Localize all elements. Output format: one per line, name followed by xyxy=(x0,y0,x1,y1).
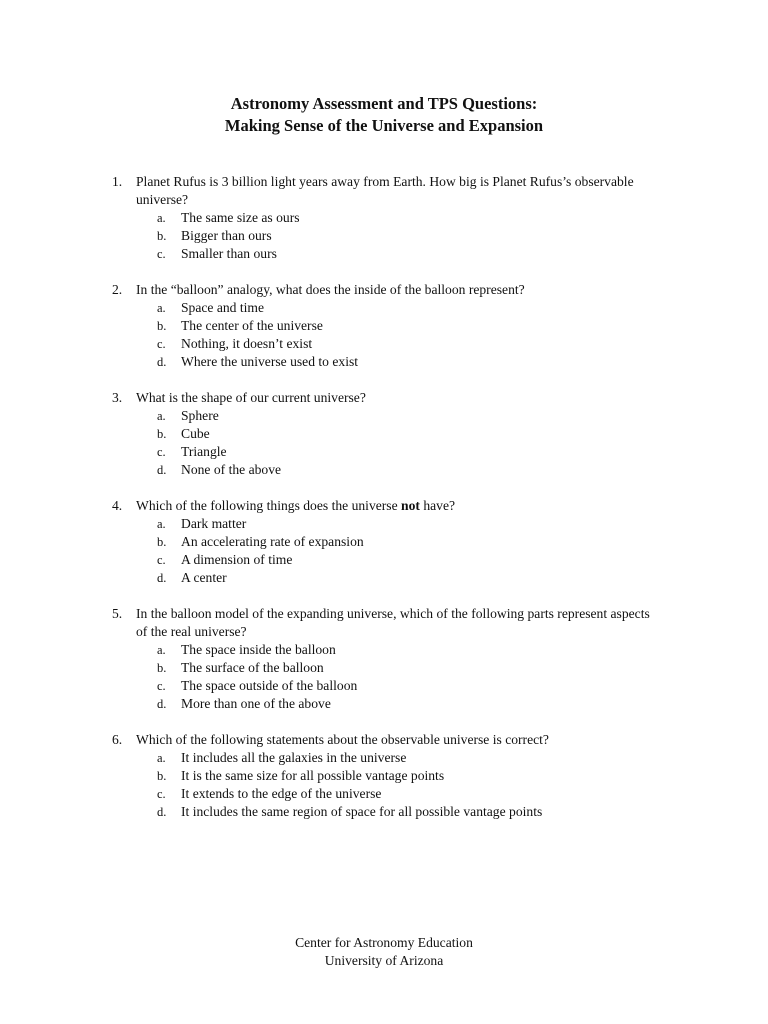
option-c xyxy=(0,443,768,461)
option-text: The same size as ours xyxy=(181,210,300,225)
question-text: Planet Rufus is 3 billion light years away from Earth. How big is Planet Rufus’s observable universe? xyxy=(136,174,634,207)
title-line-2: Making Sense of the Universe and Expansion xyxy=(224,116,544,135)
option-a xyxy=(0,749,768,767)
option-list xyxy=(0,515,768,587)
option-b xyxy=(0,533,768,551)
option-text: Cube xyxy=(181,426,210,441)
footer-line-2: University of Arizona xyxy=(324,953,444,968)
option-text: It includes all the galaxies in the universe xyxy=(181,750,407,765)
question-number: 4. xyxy=(112,498,123,513)
question-number: 5. xyxy=(112,606,123,621)
question-text: Which of the following statements about the observable universe is correct? xyxy=(136,732,549,747)
question-number: 3. xyxy=(112,390,123,405)
option-c xyxy=(0,245,768,263)
option-text: It includes the same region of space for all possible vantage points xyxy=(181,804,543,819)
document-footer xyxy=(0,934,768,970)
option-a xyxy=(0,407,768,425)
option-letter: d. xyxy=(157,571,167,585)
option-letter: c. xyxy=(157,679,166,693)
option-b xyxy=(0,425,768,443)
option-text: Dark matter xyxy=(181,516,247,531)
question-text: In the balloon model of the expanding universe, which of the following parts represent aspects of the real universe? xyxy=(136,606,650,639)
question-number: 1. xyxy=(112,174,123,189)
option-c xyxy=(0,677,768,695)
option-letter: b. xyxy=(157,535,167,549)
option-text: Sphere xyxy=(181,408,219,423)
option-d xyxy=(0,353,768,371)
option-text: Smaller than ours xyxy=(181,246,277,261)
option-b xyxy=(0,659,768,677)
title-line-1: Astronomy Assessment and TPS Questions: xyxy=(230,94,538,113)
option-list xyxy=(0,209,768,263)
option-letter: c. xyxy=(157,247,166,261)
option-text: The space inside the balloon xyxy=(181,642,336,657)
option-text: More than one of the above xyxy=(181,696,331,711)
option-letter: a. xyxy=(157,751,166,765)
question-text-after: have? xyxy=(419,498,456,513)
question-5 xyxy=(0,605,768,713)
question-text-emphasis: not xyxy=(401,498,420,513)
question-6 xyxy=(0,731,768,821)
option-text: Triangle xyxy=(181,444,227,459)
option-list xyxy=(0,749,768,821)
option-text: It extends to the edge of the universe xyxy=(181,786,382,801)
option-letter: b. xyxy=(157,427,167,441)
document-title xyxy=(0,93,768,137)
question-2 xyxy=(0,281,768,371)
option-text: The surface of the balloon xyxy=(181,660,324,675)
option-letter: b. xyxy=(157,769,167,783)
option-letter: c. xyxy=(157,337,166,351)
option-text: A center xyxy=(181,570,227,585)
option-text: Space and time xyxy=(181,300,265,315)
footer-line-1: Center for Astronomy Education xyxy=(295,935,473,950)
option-text: None of the above xyxy=(181,462,282,477)
option-letter: a. xyxy=(157,643,166,657)
option-c xyxy=(0,785,768,803)
option-list xyxy=(0,299,768,371)
option-letter: b. xyxy=(157,229,167,243)
option-d xyxy=(0,803,768,821)
option-text: The space outside of the balloon xyxy=(181,678,358,693)
option-letter: c. xyxy=(157,445,166,459)
question-list xyxy=(0,173,768,839)
question-3 xyxy=(0,389,768,479)
question-number: 2. xyxy=(112,282,123,297)
option-a xyxy=(0,515,768,533)
question-text-before: Which of the following things does the universe xyxy=(136,498,402,513)
option-text: An accelerating rate of expansion xyxy=(181,534,364,549)
option-a xyxy=(0,209,768,227)
option-a xyxy=(0,299,768,317)
option-c xyxy=(0,551,768,569)
question-1 xyxy=(0,173,768,263)
option-letter: b. xyxy=(157,319,167,333)
question-4 xyxy=(0,497,768,587)
option-letter: a. xyxy=(157,517,166,531)
option-text: Nothing, it doesn’t exist xyxy=(181,336,313,351)
option-letter: c. xyxy=(157,787,166,801)
option-a xyxy=(0,641,768,659)
option-text: Where the universe used to exist xyxy=(181,354,359,369)
option-letter: a. xyxy=(157,211,166,225)
option-d xyxy=(0,461,768,479)
option-b xyxy=(0,317,768,335)
option-letter: d. xyxy=(157,355,167,369)
option-d xyxy=(0,695,768,713)
question-text xyxy=(136,497,656,515)
option-text: The center of the universe xyxy=(181,318,323,333)
option-letter: c. xyxy=(157,553,166,567)
option-letter: d. xyxy=(157,463,167,477)
option-list xyxy=(0,641,768,713)
option-b xyxy=(0,767,768,785)
option-text: It is the same size for all possible vantage points xyxy=(181,768,445,783)
option-letter: b. xyxy=(157,661,167,675)
question-number: 6. xyxy=(112,732,123,747)
option-c xyxy=(0,335,768,353)
option-letter: a. xyxy=(157,301,166,315)
option-b xyxy=(0,227,768,245)
option-list xyxy=(0,407,768,479)
question-text: What is the shape of our current universe? xyxy=(136,390,366,405)
option-letter: d. xyxy=(157,805,167,819)
option-d xyxy=(0,569,768,587)
option-text: A dimension of time xyxy=(181,552,293,567)
option-letter: a. xyxy=(157,409,166,423)
option-text: Bigger than ours xyxy=(181,228,272,243)
question-text: In the “balloon” analogy, what does the inside of the balloon represent? xyxy=(136,282,525,297)
option-letter: d. xyxy=(157,697,167,711)
